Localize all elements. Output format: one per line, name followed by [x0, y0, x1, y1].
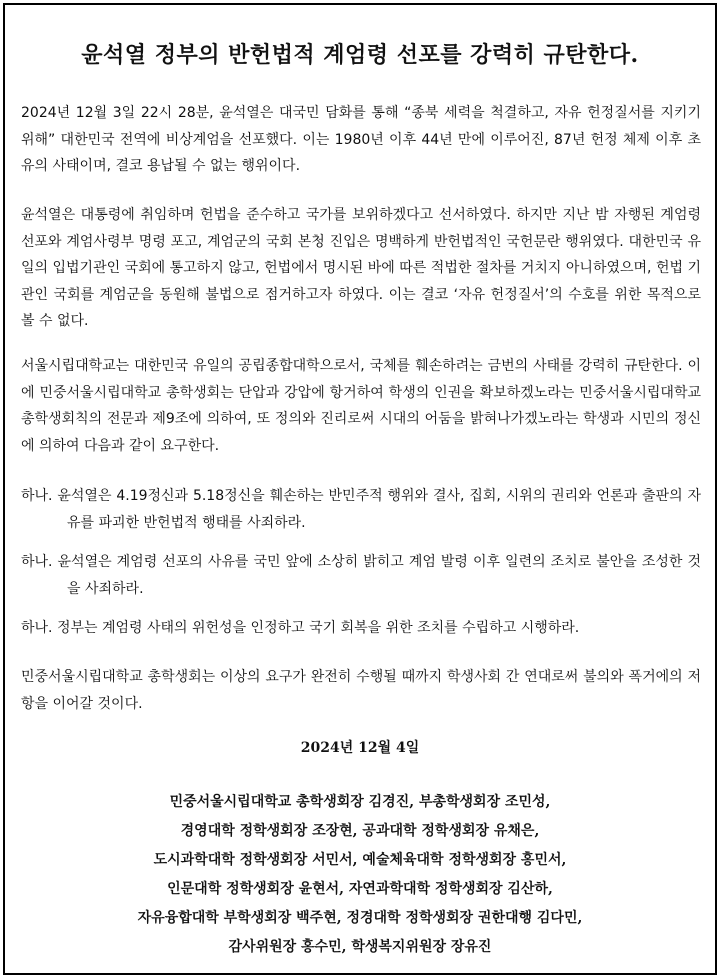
signer-line: 자유융합대학 부학생회장 백주현, 정경대학 정학생회장 권한대행 김다민, — [137, 910, 583, 926]
signer-line: 감사위원장 홍수민, 학생복지위원장 장유진 — [228, 939, 492, 955]
demand-item: 하나. 윤석열은 4.19정신과 5.18정신을 훼손하는 반민주적 행위와 결사, 집회, 시위의 권리와 언론과 출판의 자유를 파괴한 반헌법적 행태를 사죄하라. — [21, 488, 701, 531]
paragraph-closing: 민중서울시립대학교 총학생회는 이상의 요구가 완전히 수행될 때까지 학생사회 간 연대로써 불의와 폭거에의 저항을 이어갈 것이다. — [21, 669, 701, 712]
paragraph-university-statement: 서울시립대학교는 대한민국 유일의 공립종합대학으로서, 국체를 훼손하려는 금번의 사태를 강력히 규탄한다. 이에 민중서울시립대학교 총학생회는 단압과 강압에 항거하여 학생의 인권을 확보하겠노라는 민중서울시립대학교 총학생회칙의 전문과 제9조에 의하여, 또 정의와 진리로써 시대의 어둠을 밝혀나가겠노라는 학생과 시민의 정신에 의하여 다음과 같이 요구한다. — [21, 358, 701, 454]
demand-item: 하나. 정부는 계엄령 사태의 위헌성을 인정하고 국기 회복을 위한 조치를 수립하고 시행하라. — [21, 620, 580, 636]
statement-date: 2024년 12월 4일 — [300, 740, 420, 756]
signers-list — [0, 788, 720, 962]
paragraph-oath: 윤석열은 대통령에 취임하며 헌법을 준수하고 국가를 보위하겠다고 선서하였다. 하지만 지난 밤 자행된 계엄령 선포와 계엄사령부 명령 포고, 계엄군의 국회 본청 진입은 명백하게 반헌법적인 국헌문란 행위였다. 대한민국 유일의 입법기관인 국회에 통고하지 않고, 헌법에서 명시된 바에 따른 적법한 절차를 거치지 아니하였으며, 헌법 기관인 국회를 계엄군을 동원해 불법으로 점거하고자 하였다. 이는 결코 ‘자유 헌정질서’의 수호를 위한 목적으로 볼 수 없다. — [21, 207, 701, 329]
signer-line: 경영대학 정학생회장 조장현, 공과대학 정학생회장 유채은, — [180, 823, 540, 839]
signer-line: 인문대학 정학생회장 윤현서, 자연과학대학 정학생회장 김산하, — [167, 881, 553, 897]
paragraph-intro: 2024년 12월 3일 22시 28분, 윤석열은 대국민 담화를 통해 “종북 세력을 척결하고, 자유 헌정질서를 지키기 위해” 대한민국 전역에 비상계엄을 선포했다. 이는 1980년 이후 44년 만에 이루어진, 87년 헌정 체제 이후 초유의 사태이며, 결코 용납될 수 없는 행위이다. — [21, 105, 701, 174]
demand-item: 하나. 윤석열은 계엄령 선포의 사유를 국민 앞에 소상히 밝히고 계엄 발령 이후 일련의 조치로 불안을 조성한 것을 사죄하라. — [21, 554, 701, 597]
document-title: 윤석열 정부의 반헌법적 계엄령 선포를 강력히 규탄한다. — [81, 42, 639, 68]
signer-line: 도시과학대학 정학생회장 서민서, 예술체육대학 정학생회장 홍민서, — [153, 852, 567, 868]
signer-line: 민중서울시립대학교 총학생회장 김경진, 부총학생회장 조민성, — [169, 794, 551, 810]
